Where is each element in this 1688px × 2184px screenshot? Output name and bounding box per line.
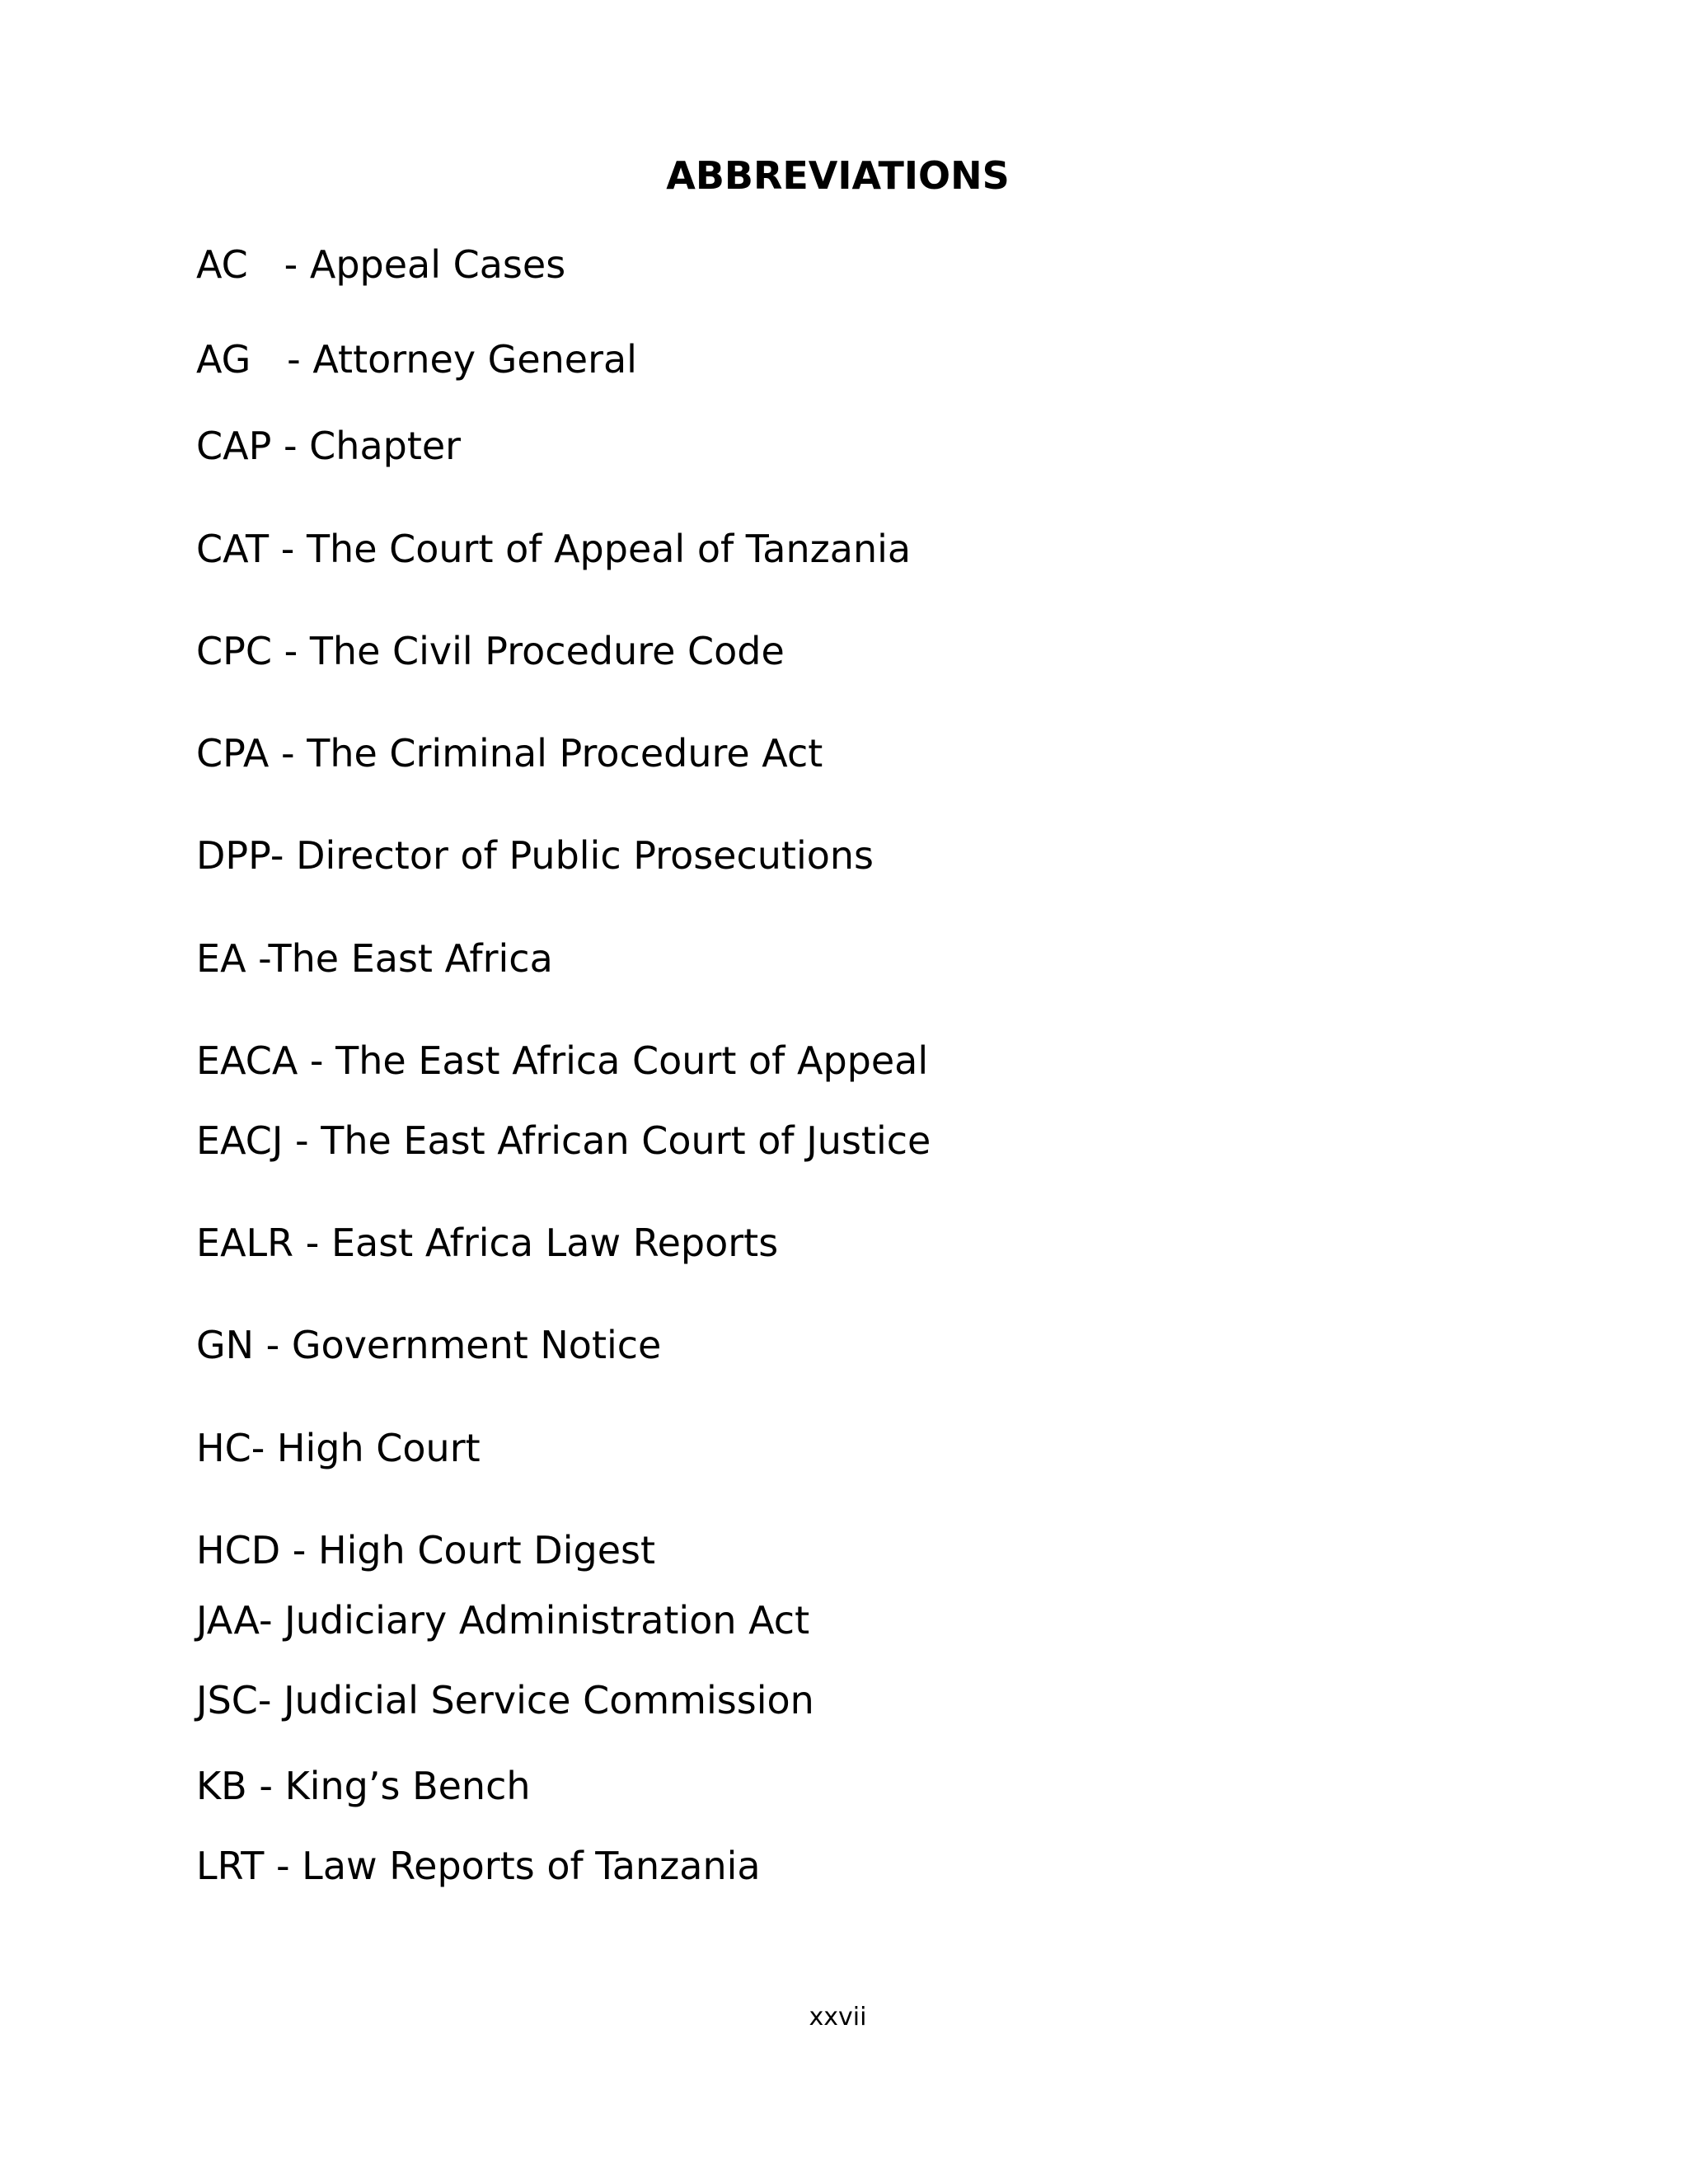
page-number: xxvii [809, 2003, 867, 2032]
abbreviation-entry-cpc: CPC - The Civil Procedure Code [196, 629, 785, 673]
abbreviation-entry-ea: EA -The East Africa [196, 936, 553, 981]
abbreviation-entry-hc: HC- High Court [196, 1426, 481, 1470]
abbreviation-entry-eacj: EACJ - The East African Court of Justice [196, 1118, 931, 1163]
abbreviation-entry-dpp: DPP- Director of Public Prosecutions [196, 833, 874, 878]
abbreviation-entry-jaa: JAA- Judiciary Administration Act [196, 1598, 810, 1643]
abbreviation-entry-ac: AC - Appeal Cases [196, 242, 566, 287]
abbreviation-entry-cpa: CPA - The Criminal Procedure Act [196, 731, 823, 776]
abbreviation-entry-kb: KB - King’s Bench [196, 1764, 531, 1808]
abbreviation-entry-eaca: EACA - The East Africa Court of Appeal [196, 1038, 929, 1083]
abbreviation-entry-cap: CAP - Chapter [196, 424, 462, 468]
abbreviation-entry-jsc: JSC- Judicial Service Commission [196, 1678, 814, 1722]
abbreviation-entry-ealr: EALR - East Africa Law Reports [196, 1221, 779, 1265]
abbreviation-entry-gn: GN - Government Notice [196, 1323, 662, 1367]
abbreviation-entry-cat: CAT - The Court of Appeal of Tanzania [196, 527, 912, 571]
abbreviation-entry-hcd: HCD - High Court Digest [196, 1528, 656, 1572]
abbreviation-entry-ag: AG - Attorney General [196, 337, 637, 382]
page-title: ABBREVIATIONS [666, 153, 1010, 198]
abbreviation-entry-lrt: LRT - Law Reports of Tanzania [196, 1844, 761, 1888]
